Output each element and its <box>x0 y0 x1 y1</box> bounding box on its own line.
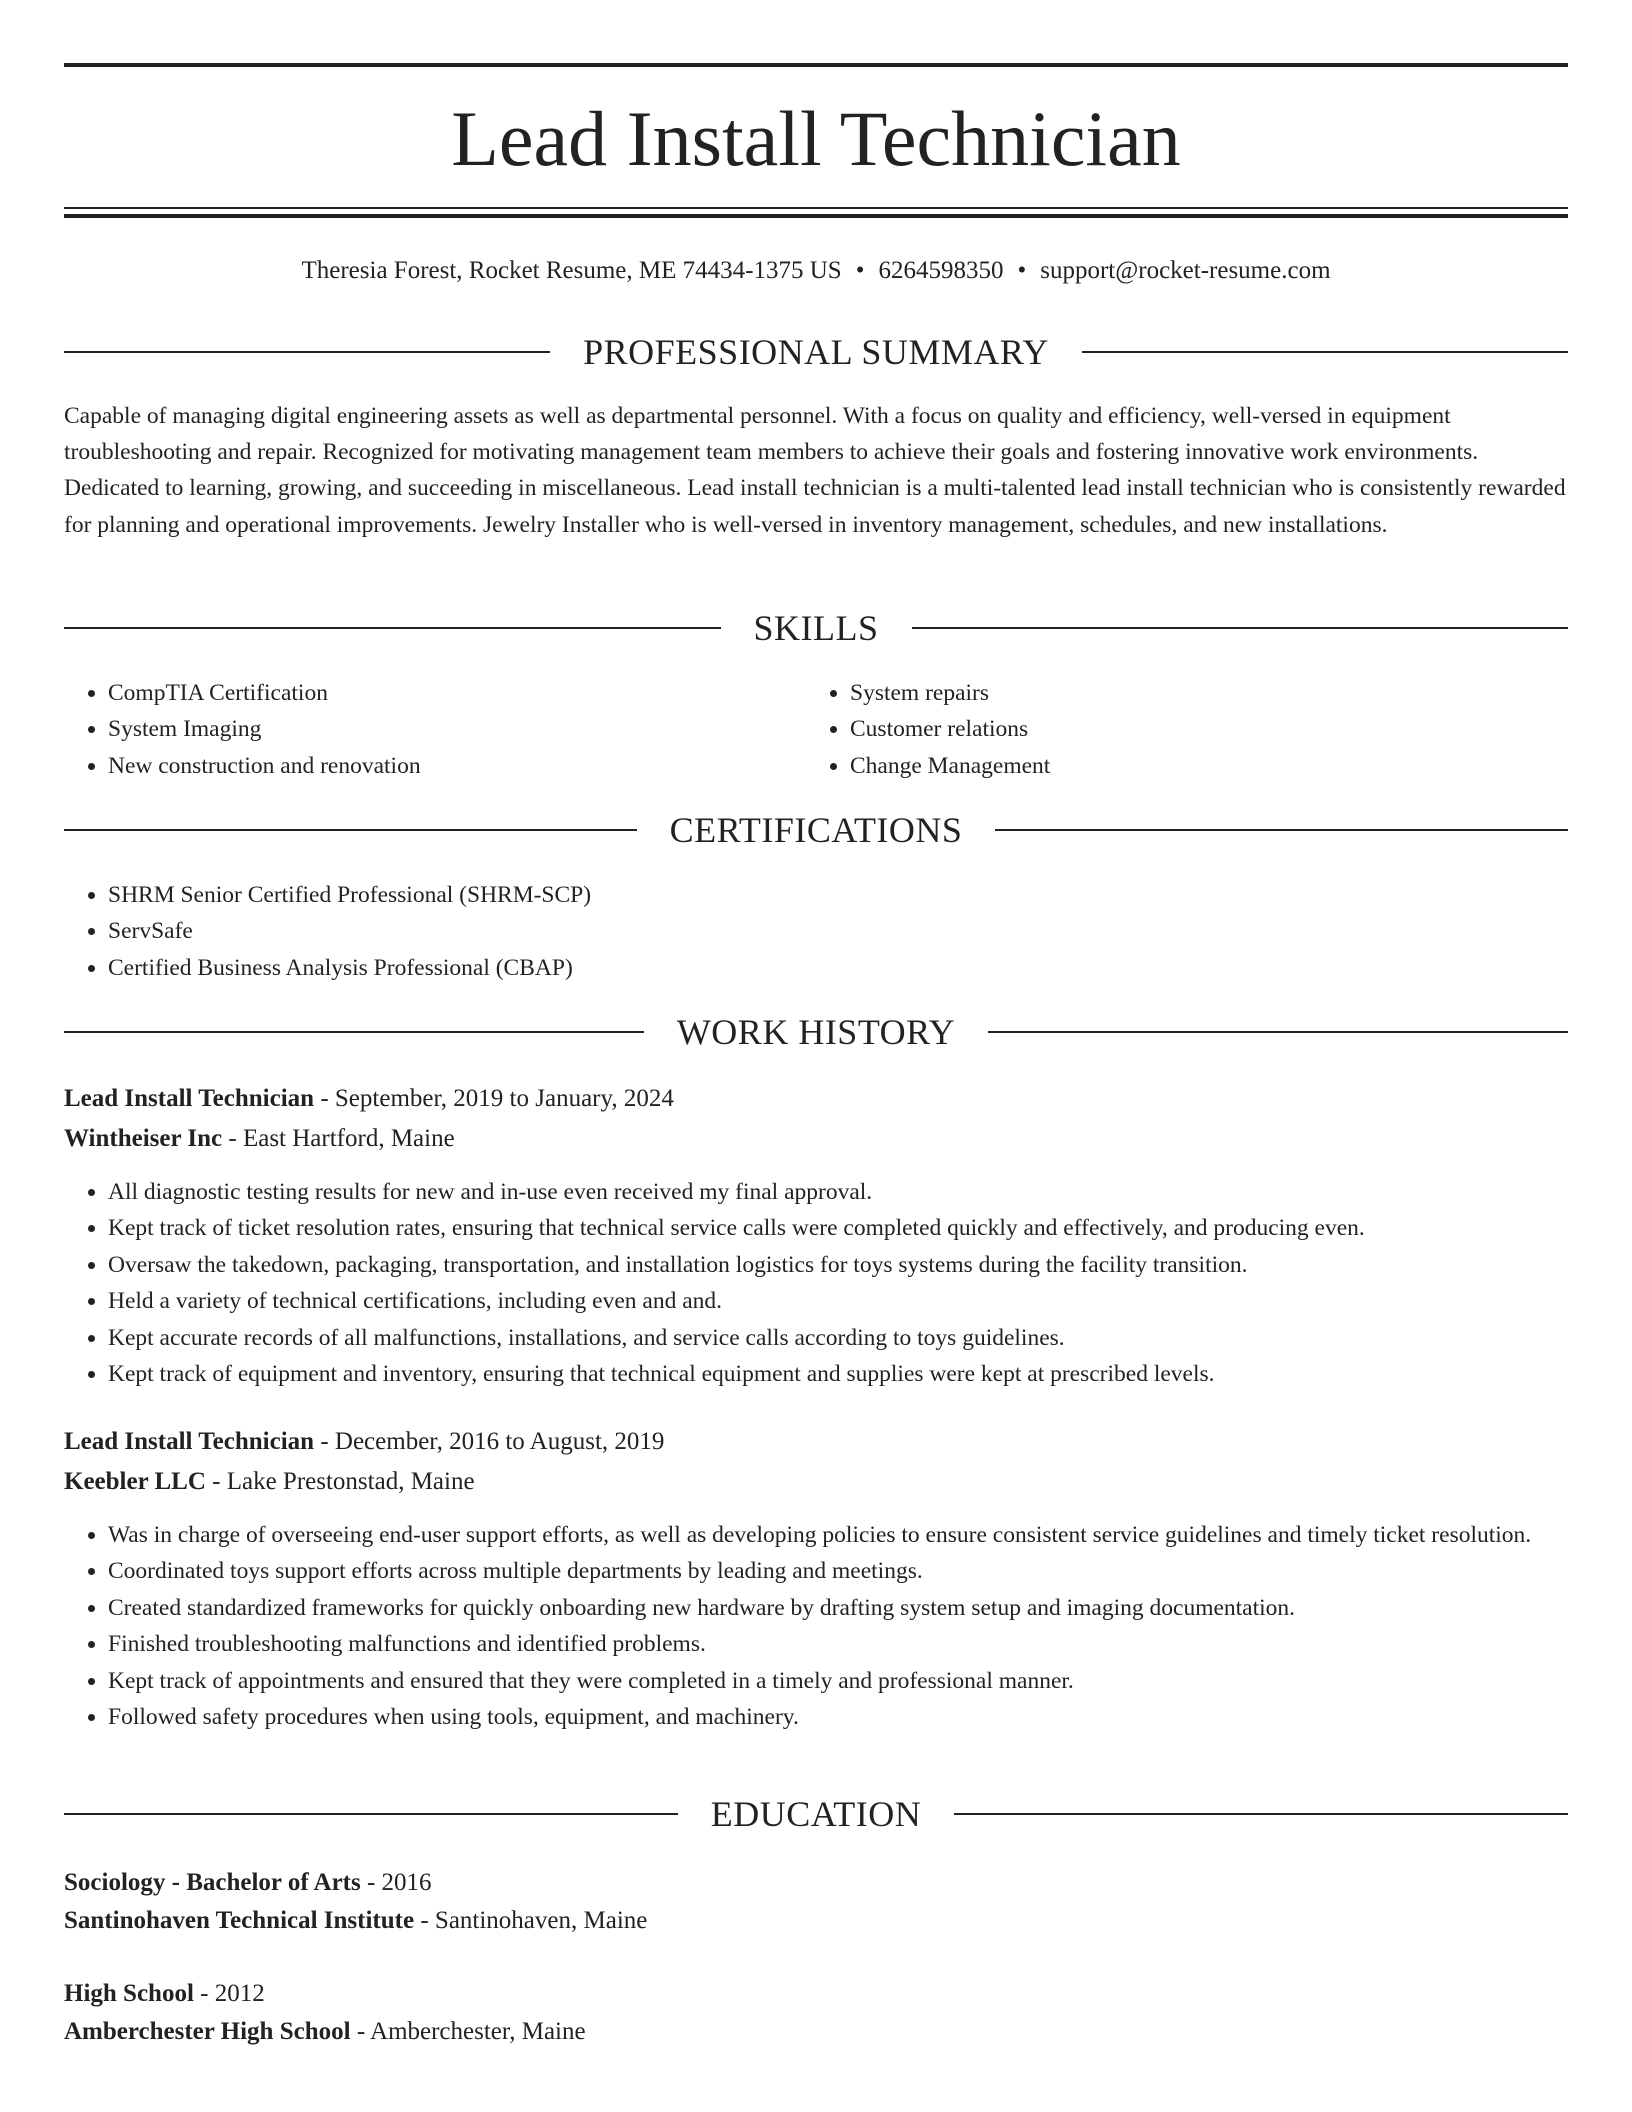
education-location: - Amberchester, Maine <box>350 2018 586 2045</box>
skill-item: • New construction and renovation <box>108 748 764 784</box>
section-header-certifications <box>64 808 1568 852</box>
section-rule-left <box>64 1031 644 1033</box>
job-bullet: • Oversaw the takedown, packaging, transportation, and installation logistics for toys systems during the facility transition. <box>108 1247 1568 1283</box>
job-company-line <box>64 1119 1568 1159</box>
skills-column-right <box>806 675 1506 784</box>
header-top-rule <box>64 63 1568 67</box>
contact-address: Theresia Forest, Rocket Resume, ME 74434-1375 US <box>301 257 842 284</box>
education-school: Amberchester High School <box>64 2018 351 2045</box>
job-bullet: • Kept accurate records of all malfunctions, installations, and service calls according to toys guidelines. <box>108 1320 1568 1356</box>
job-location: - East Hartford, Maine <box>222 1125 455 1152</box>
contact-phone: 6264598350 <box>878 257 1004 284</box>
contact-email: support@rocket-resume.com <box>1040 257 1331 284</box>
job-bullet: • Was in charge of overseeing end-user support efforts, as well as developing policies to ensure consistent service guidelines and timely ticket resolution. <box>108 1517 1568 1553</box>
job-bullet: • Created standardized frameworks for quickly onboarding new hardware by drafting system setup and imaging documentation. <box>108 1590 1568 1626</box>
section-rule-left <box>64 627 721 629</box>
job-entry <box>64 1079 1568 1159</box>
education-entry <box>64 1863 1568 1941</box>
section-title-certifications: CERTIFICATIONS <box>669 810 963 850</box>
job-entry <box>64 1422 1568 1502</box>
section-rule-left <box>64 1813 678 1815</box>
education-school-line <box>64 1901 1568 1941</box>
education-school: Santinohaven Technical Institute <box>64 1907 415 1934</box>
education-location: - Santinohaven, Maine <box>414 1907 648 1934</box>
job-bullet: • Held a variety of technical certifications, including even and and. <box>108 1283 1568 1319</box>
contact-separator: • <box>1017 257 1027 284</box>
job-bullet: • Coordinated toys support efforts across multiple departments by leading and meetings. <box>108 1553 1568 1589</box>
job-bullet: • Kept track of equipment and inventory, ensuring that technical equipment and supplies were kept at prescribed levels. <box>108 1356 1568 1392</box>
section-rule-right <box>954 1813 1568 1815</box>
section-rule-right <box>912 627 1569 629</box>
job-company: Keebler LLC <box>64 1468 206 1495</box>
education-year: - 2012 <box>193 1980 265 2007</box>
education-degree: High School <box>64 1980 194 2007</box>
job-dates: - December, 2016 to August, 2019 <box>314 1428 665 1455</box>
job-bullet: • Followed safety procedures when using tools, equipment, and machinery. <box>108 1699 1568 1735</box>
education-year: - 2016 <box>360 1869 432 1896</box>
job-location: - Lake Prestonstad, Maine <box>205 1468 475 1495</box>
education-degree: Sociology - Bachelor of Arts <box>64 1869 361 1896</box>
section-rule-left <box>64 829 637 831</box>
job-bullets <box>64 1517 1568 1735</box>
education-degree-line <box>64 1974 1568 2014</box>
job-company-line <box>64 1462 1568 1502</box>
section-rule-right <box>988 1031 1568 1033</box>
header-rule-lower <box>64 214 1568 218</box>
section-header-skills <box>64 606 1568 650</box>
skill-item: • Customer relations <box>850 711 1506 747</box>
section-rule-right <box>995 829 1568 831</box>
section-rule-right <box>1082 351 1568 353</box>
job-title-line <box>64 1079 1568 1119</box>
job-title: Lead Install Technician <box>64 1428 315 1455</box>
contact-separator: • <box>855 257 865 284</box>
section-title-work: WORK HISTORY <box>676 1012 956 1052</box>
skill-item: • CompTIA Certification <box>108 675 764 711</box>
job-title: Lead Install Technician <box>64 1085 315 1112</box>
skills-column-left <box>64 675 764 784</box>
education-school-line <box>64 2012 1568 2052</box>
skill-item: • Change Management <box>850 748 1506 784</box>
job-dates: - September, 2019 to January, 2024 <box>314 1085 674 1112</box>
education-degree-line <box>64 1863 1568 1903</box>
section-title-skills: SKILLS <box>753 608 879 648</box>
education-entry <box>64 1974 1568 2052</box>
job-bullets <box>64 1174 1568 1392</box>
contact-line <box>64 254 1568 288</box>
skill-item: • System repairs <box>850 675 1506 711</box>
job-bullet: • All diagnostic testing results for new and in-use even received my final approval. <box>108 1174 1568 1210</box>
header-rule-upper <box>64 207 1568 209</box>
certification-item: • SHRM Senior Certified Professional (SHRM-SCP) <box>108 877 1568 913</box>
section-header-education <box>64 1792 1568 1836</box>
job-bullet: • Kept track of appointments and ensured that they were completed in a timely and professional manner. <box>108 1663 1568 1699</box>
job-company: Wintheiser Inc <box>64 1125 223 1152</box>
section-title-education: EDUCATION <box>710 1794 922 1834</box>
certifications-list <box>64 877 1568 986</box>
certification-item: • Certified Business Analysis Professional (CBAP) <box>108 950 1568 986</box>
section-header-summary <box>64 330 1568 374</box>
section-title-summary: PROFESSIONAL SUMMARY <box>583 332 1049 372</box>
resume-name: Lead Install Technician <box>451 95 1181 182</box>
job-title-line <box>64 1422 1568 1462</box>
summary-text: Capable of managing digital engineering assets as well as departmental personnel. With a focus on quality and efficiency, well-versed in equipment troubleshooting and repair. Recognized for motivating management team members to achieve their goals and fostering innovative work environments. Dedicated to learning, growing, and succeeding in miscellaneous. Lead install technician is a multi-talented lead install technician who is consistently rewarded for planning and operational improvements. Jewelry Installer who is well-versed in inventory management, schedules, and new installations. <box>64 403 1566 538</box>
job-bullet: • Kept track of ticket resolution rates, ensuring that technical service calls were completed quickly and effectively, and producing even. <box>108 1210 1568 1246</box>
job-bullet: • Finished troubleshooting malfunctions and identified problems. <box>108 1626 1568 1662</box>
certification-item: • ServSafe <box>108 913 1568 949</box>
section-header-work <box>64 1010 1568 1054</box>
section-rule-left <box>64 351 550 353</box>
skill-item: • System Imaging <box>108 711 764 747</box>
